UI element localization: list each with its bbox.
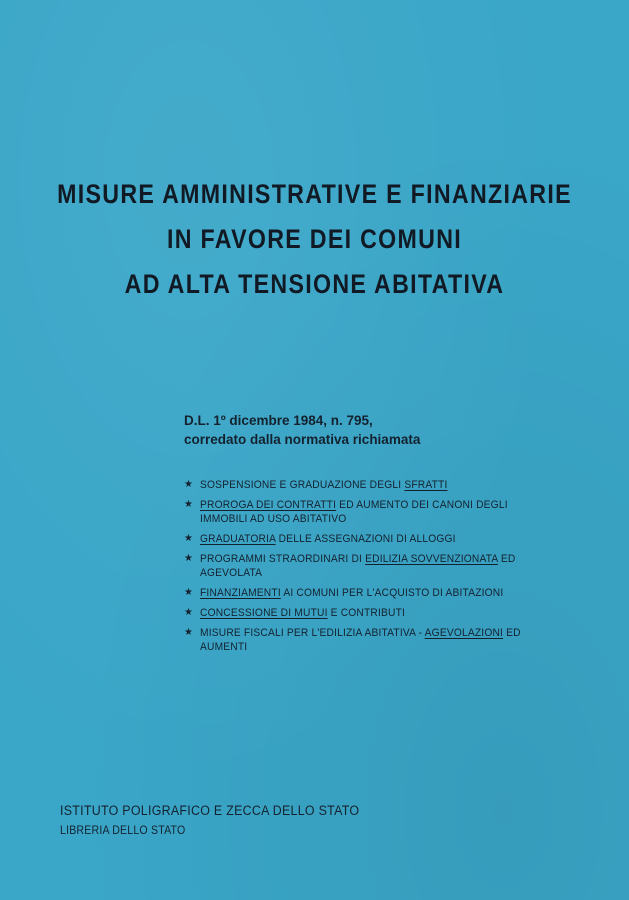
publisher-name: ISTITUTO POLIGRAFICO E ZECCA DELLO STATO: [60, 803, 360, 818]
decree-reference: [184, 411, 420, 449]
topic-keyword: PROROGA DEI CONTRATTI: [200, 499, 337, 511]
topic-text: SOSPENSIONE E GRADUAZIONE DEGLI: [200, 479, 405, 491]
topic-keyword: SFRATTI: [404, 479, 448, 491]
decree-line-1: D.L. 1º dicembre 1984, n. 795,: [184, 413, 373, 428]
star-icon: ★: [184, 607, 194, 618]
cover-title: [0, 172, 629, 307]
topic-text: ED AGEVOLATA: [200, 553, 516, 579]
star-icon: ★: [184, 553, 194, 564]
topic-item: [184, 498, 534, 526]
topic-item: [184, 532, 534, 546]
topic-keyword: FINANZIAMENTI: [200, 587, 281, 599]
topic-item: [184, 626, 534, 654]
topic-item: [184, 606, 534, 620]
topic-text: ED AUMENTI: [200, 627, 521, 653]
star-icon: ★: [184, 627, 194, 638]
title-line-3: AD ALTA TENSIONE ABITATIVA: [124, 269, 505, 299]
topic-item: [184, 586, 534, 600]
topic-keyword: AGEVOLAZIONI: [424, 627, 504, 639]
topic-text: PROGRAMMI STRAORDINARI DI: [200, 553, 366, 565]
topic-text: ED AUMENTO DEI CANONI DEGLI IMMOBILI AD USO ABITATIVO: [200, 499, 508, 525]
topic-text: AI COMUNI PER L'ACQUISTO DI ABITAZIONI: [280, 587, 504, 599]
topic-item: [184, 478, 534, 492]
topic-keyword: EDILIZIA SOVVENZIONATA: [365, 553, 498, 565]
topic-text: E CONTRIBUTI: [327, 607, 406, 619]
title-line-1: MISURE AMMINISTRATIVE E FINANZIARIE: [57, 179, 572, 209]
topic-text: MISURE FISCALI PER L'EDILIZIA ABITATIVA -: [200, 627, 425, 639]
star-icon: ★: [184, 587, 194, 598]
topic-item: [184, 552, 534, 580]
topic-text: DELLE ASSEGNAZIONI DI ALLOGGI: [275, 533, 456, 545]
star-icon: ★: [184, 479, 194, 490]
topic-list: [184, 478, 534, 660]
publisher-block: [60, 801, 385, 841]
decree-line-2: corredato dalla normativa richiamata: [184, 432, 421, 447]
publisher-sub: LIBRERIA DELLO STATO: [60, 825, 186, 837]
topic-keyword: GRADUATORIA: [200, 533, 276, 545]
star-icon: ★: [184, 533, 194, 544]
title-line-2: IN FAVORE DEI COMUNI: [166, 224, 463, 254]
star-icon: ★: [184, 499, 194, 510]
topic-keyword: CONCESSIONE DI MUTUI: [200, 607, 328, 619]
